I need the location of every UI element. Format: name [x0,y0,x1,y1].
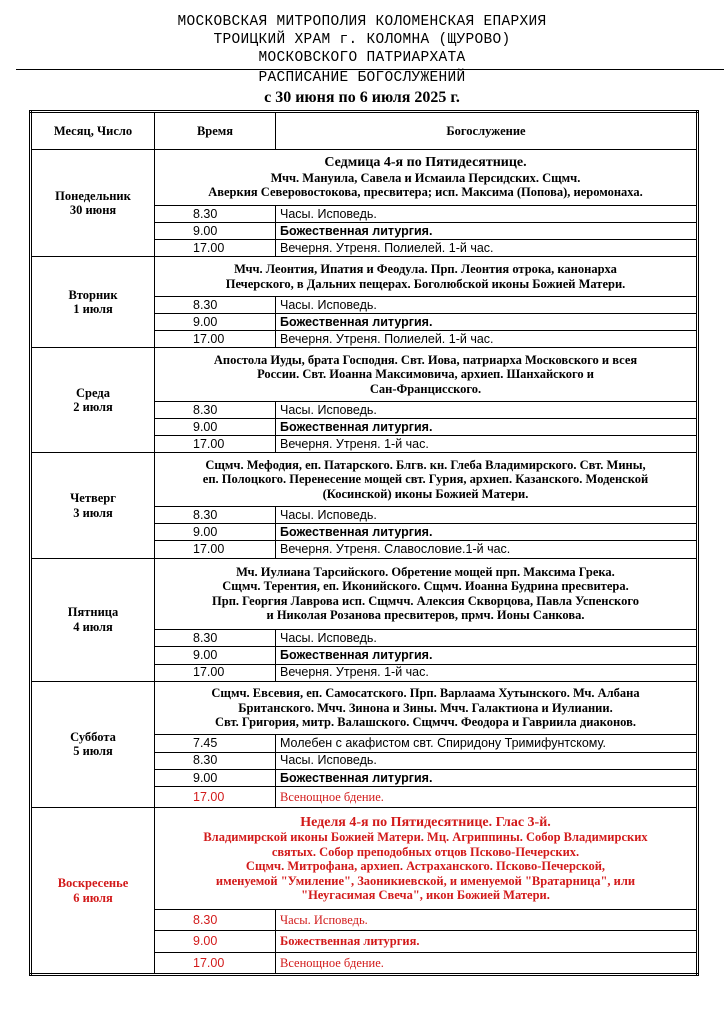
service-name: Божественная литургия. [276,769,698,786]
title-line: Сщмч. Митрофана, архиеп. Астраханского. Псково-Печерской, [245,859,606,874]
title-line: Сщмч. Евсевия, еп. Самосатского. Прп. Варлаама Хутынского. Мч. Албана [211,686,640,701]
day-row-monday [31,150,698,206]
service-time: 17.00 [155,331,276,348]
service-time: 9.00 [155,223,276,240]
title-line: Мчч. Леонтия, Ипатия и Феодула. Прп. Леонтия отрока, канонарха [234,262,617,277]
weekday: Суббота [70,729,116,744]
service-time: 17.00 [155,786,276,807]
weekday: Вторник [68,287,118,302]
service-name: Часы. Исповедь. [276,910,698,931]
feast-title [155,150,698,206]
day-cell [31,257,155,348]
feast-title [155,558,698,630]
date: 5 июля [73,744,113,759]
title-line: Мч. Иулиана Тарсийского. Обретение мощей прп. Максима Грека. [236,564,615,579]
weekday: Понедельник [55,188,131,203]
title-line: Владимирской иконы Божией Матери. Мц. Агриппины. Собор Владимирских [203,830,648,845]
title-line: Британского. Мчч. Зинона и Зины. Мчч. Галактиона и Иулиании. [238,700,613,715]
service-time: 8.30 [155,752,276,769]
feast-title [155,453,698,507]
service-time: 17.00 [155,240,276,257]
weekday: Четверг [70,491,116,505]
title-line: Печерского, в Дальних пещерах. Боголюбской иконы Божией Матери. [225,276,626,291]
service-name: Вечерня. Утреня. 1-й час. [276,664,698,681]
title-line: России. Свт. Иоанна Максимовича, архиеп. Шанхайского и [257,367,594,382]
col-time-header: Время [155,112,276,150]
day-row-saturday [31,681,698,735]
title-line: "Неугасимая Свеча", икон Божией Матери. [301,888,550,903]
title-line: именуемой "Умиление", Заоникиевской, и именуемой "Вратарница", или [215,873,636,888]
feast-title [155,348,698,402]
weekday: Воскресенье [57,876,129,891]
title-line: Апостола Иуды, брата Господня. Свт. Иова, патриарха Московского и всея [213,352,638,367]
service-name: Часы. Исповедь. [276,630,698,647]
schedule-table [29,110,699,976]
service-time: 17.00 [155,664,276,681]
title-line: Аверкия Северовостокова, пресвитера; исп. Максима (Попова), иеромонаха. [208,185,643,200]
title-line: Неделя 4-я по Пятидесятнице. Глас 3-й. [300,814,551,830]
weekday: Среда [76,385,110,400]
title-line: Седмица 4-я по Пятидесятнице. [324,155,527,171]
service-time: 9.00 [155,647,276,664]
day-row-tuesday [31,257,698,296]
service-time: 8.30 [155,507,276,524]
service-name: Часы. Исповедь. [276,401,698,418]
date: 1 июля [73,302,113,317]
day-cell [31,453,155,558]
day-row-sunday [31,808,698,910]
title-line: Сан-Францисского. [369,381,482,396]
feast-title [155,681,698,735]
header-line-2: ТРОИЦКИЙ ХРАМ г. КОЛОМНА (ЩУРОВО) [213,32,511,48]
service-time: 8.30 [155,630,276,647]
service-name: Часы. Исповедь. [276,205,698,222]
title-line: Прп. Георгия Лаврова исп. Сщмчч. Алексия Скворцова, Павла Успенского [212,593,639,608]
feast-title [155,808,698,910]
document-title: РАСПИСАНИЕ БОГОСЛУЖЕНИЙ [258,70,466,86]
day-row-wednesday [31,348,698,402]
service-name: Молебен с акафистом свт. Спиридону Тримифунтскому. [276,735,698,752]
day-cell [31,348,155,453]
date: 4 июля [73,619,113,634]
date-range: с 30 июня по 6 июля 2025 г. [264,89,460,106]
title-line: еп. Полоцкого. Перенесение мощей свт. Гурия, архиеп. Казанского. Моденской [202,472,649,487]
service-name: Божественная литургия. [276,931,698,952]
service-time: 8.30 [155,910,276,931]
service-name: Божественная литургия. [276,647,698,664]
header-line-3: МОСКОВСКОГО ПАТРИАРХАТА [258,50,466,66]
service-name: Часы. Исповедь. [276,296,698,313]
title-line: (Косинской) иконы Божией Матери. [322,486,529,501]
service-name: Всенощное бдение. [276,952,698,974]
day-cell [31,558,155,681]
service-name: Вечерня. Утреня. Полиелей. 1-й час. [276,240,698,257]
service-name: Часы. Исповедь. [276,752,698,769]
service-name: Всенощное бдение. [276,786,698,807]
day-row-friday [31,558,698,630]
service-name: Вечерня. Утреня. Славословие.1-й час. [276,541,698,558]
table-header-row [31,112,698,150]
title-line: Сщмч. Мефодия, еп. Патарского. Блгв. кн. Глеба Владимирского. Свт. Мины, [205,457,646,472]
title-line: и Николая Розанова пресвитеров, прмч. Ионы Санкова. [266,608,585,623]
col-service-header: Богослужение [276,112,698,150]
col-day-header: Месяц, Число [31,112,155,150]
header-line-1: МОСКОВСКАЯ МИТРОПОЛИЯ КОЛОМЕНСКАЯ ЕПАРХИЯ [177,14,547,30]
date: 30 июня [69,203,117,218]
service-time: 8.30 [155,296,276,313]
service-time: 17.00 [155,952,276,974]
title-line: Свт. Григория, митр. Валашского. Сщмчч. Феодора и Гавриила диаконов. [215,715,636,730]
date: 2 июля [73,400,113,415]
service-name: Божественная литургия. [276,419,698,436]
service-time: 9.00 [155,769,276,786]
service-time: 8.30 [155,401,276,418]
service-time: 9.00 [155,931,276,952]
day-cell [31,681,155,807]
service-name: Вечерня. Утреня. Полиелей. 1-й час. [276,331,698,348]
service-name: Божественная литургия. [276,314,698,331]
day-cell [31,808,155,975]
day-cell [31,150,155,257]
service-time: 9.00 [155,314,276,331]
title-line: Сщмч. Терентия, еп. Иконийского. Сщмч. Иоанна Будрина пресвитера. [222,579,629,594]
service-time: 7.45 [155,735,276,752]
title-line: Мчч. Мануила, Савела и Исмаила Персидских. Сщмч. [270,170,581,185]
title-line: святых. Собор преподобных отцов Псково-Печерских. [271,844,580,859]
service-time: 9.00 [155,524,276,541]
weekday: Пятница [67,605,119,620]
service-name: Божественная литургия. [276,223,698,240]
service-time: 9.00 [155,419,276,436]
service-name: Вечерня. Утреня. 1-й час. [276,436,698,453]
feast-title [155,257,698,296]
day-row-thursday [31,453,698,507]
service-time: 8.30 [155,205,276,222]
service-time: 17.00 [155,436,276,453]
date: 6 июля [73,890,113,905]
service-name: Божественная литургия. [276,524,698,541]
service-time: 17.00 [155,541,276,558]
service-name: Часы. Исповедь. [276,507,698,524]
date: 3 июля [73,505,113,520]
